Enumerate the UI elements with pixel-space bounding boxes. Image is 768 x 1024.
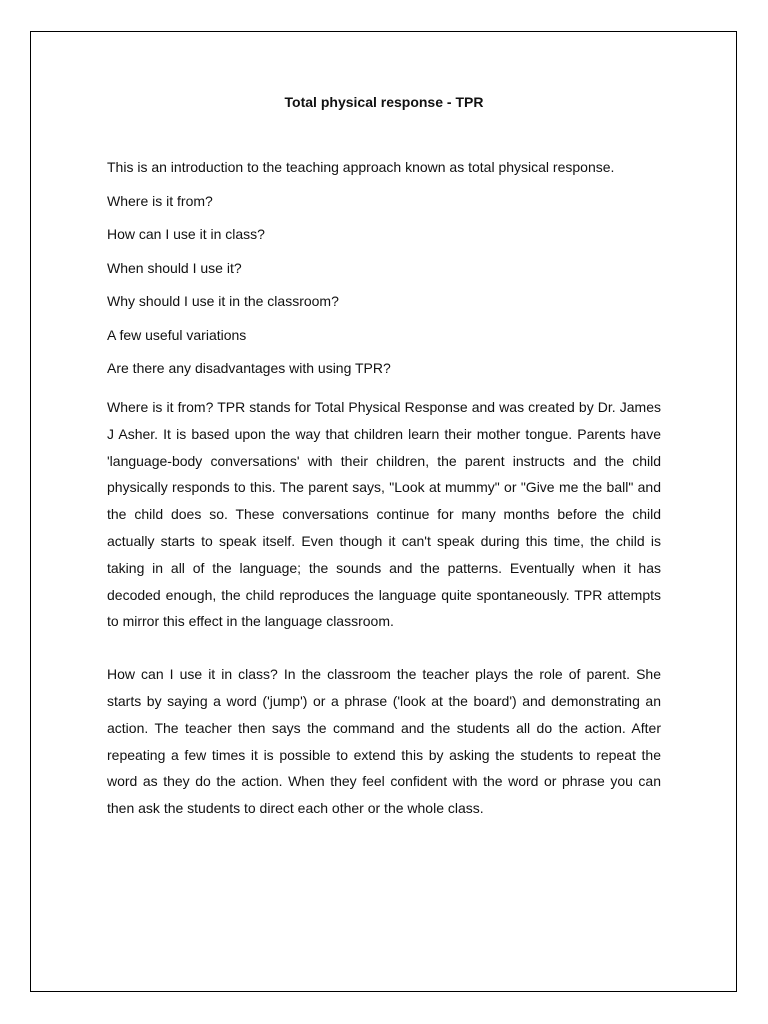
intro-line-why: Why should I use it in the classroom? [107,293,339,309]
intro-line-variations: A few useful variations [107,326,247,343]
intro-line-when: When should I use it? [107,259,242,276]
paragraph-origin: Where is it from? TPR stands for Total Physical Response and was created by Dr. James J Asher. It is based upon the way that children learn their mother tongue. Parents have 'language-body conversations' with their children, the parent instructs and the child physically responds to this. The parent says, "Look at mummy" or "Give me the ball" and the child does so. These conversations continue for many months before the child actually starts to speak itself. Even though it can't speak during this time, the child is taking in all of the language; the sounds and the patterns. Eventually when it has decoded enough, the child reproduces the language quite spontaneously. TPR attempts to mirror this effect in the language classroom. [107,399,661,630]
intro-line-disadvantages: Are there any disadvantages with using TPR? [107,360,391,376]
document-title: Total physical response - TPR [284,94,484,110]
intro-line-usage: How can I use it in class? [107,226,265,242]
intro-line-origin: Where is it from? [107,192,213,209]
intro-line-overview: This is an introduction to the teaching approach known as total physical response. [107,159,615,175]
intro-list [107,157,661,378]
paragraph-usage: How can I use it in class? In the classroom the teacher plays the role of parent. She starts by saying a word ('jump') or a phrase ('look at the board') and demonstrating an action. The teacher then says the command and the students all do the action. After repeating a few times it is possible to extend this by asking the students to repeat the word as they do the action. When they feel confident with the word or phrase you can then ask the students to direct each other or the whole class. [107,666,661,817]
document-body [107,92,661,822]
